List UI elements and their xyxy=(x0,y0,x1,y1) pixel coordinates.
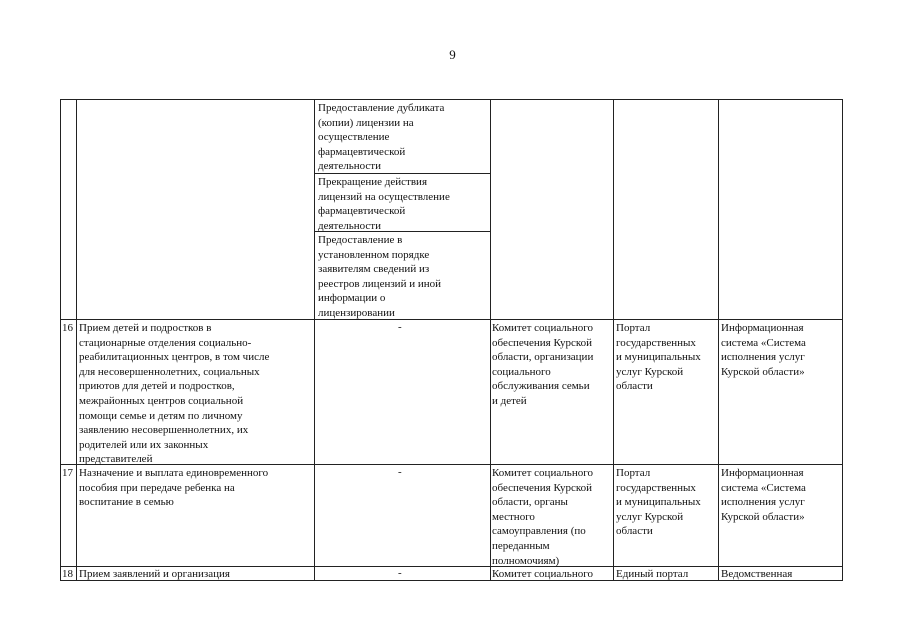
column-divider xyxy=(314,100,315,580)
services-table xyxy=(60,99,843,581)
column-divider xyxy=(76,100,77,580)
subservice-registry-info: Предоставление в установленном порядке заявителям сведений из реестров лицензий и иной информации о лицензировании xyxy=(318,234,442,319)
row-number: 18 xyxy=(62,568,73,580)
responsible-authority: Комитет социального xyxy=(492,568,593,580)
subservice-dash: - xyxy=(398,466,402,478)
page-number: 9 xyxy=(449,47,456,62)
service-name: Прием детей и подростков в стационарные отделения социально- реабилитационных центров, в том числе для несовершеннолетних, социальных приютов для детей и подростков, межрайонных центров социальной помощи семье и детям по личному заявлению несовершеннолетних, их родителей или их законных представителей xyxy=(79,322,270,466)
subservice-termination-license: Прекращение действия лицензий на осуществление фармацевтической деятельности xyxy=(318,176,450,232)
information-system: Ведомственная xyxy=(721,568,793,580)
service-portal: Портал государственных и муниципальных услуг Курской области xyxy=(616,467,701,538)
column-divider xyxy=(613,100,614,580)
row-number: 16 xyxy=(62,322,73,334)
subservice-dash: - xyxy=(398,567,402,579)
responsible-authority: Комитет социального обеспечения Курской области, органы местного самоуправления (по переданным полномочиям) xyxy=(492,467,593,567)
row-number: 17 xyxy=(62,467,73,479)
service-portal: Портал государственных и муниципальных услуг Курской области xyxy=(616,322,701,393)
service-name: Назначение и выплата единовременного пособия при передаче ребенка на воспитание в семью xyxy=(79,467,269,509)
subservice-dash: - xyxy=(398,321,402,333)
information-system: Информационная система «Система исполнения услуг Курской области» xyxy=(721,322,806,378)
column-divider xyxy=(490,100,491,580)
information-system: Информационная система «Система исполнения услуг Курской области» xyxy=(721,467,806,523)
service-portal: Единый портал xyxy=(616,568,689,580)
subservice-duplicate-license: Предоставление дубликата (копии) лицензии на осуществление фармацевтической деятельности xyxy=(318,102,445,173)
column-divider xyxy=(718,100,719,580)
responsible-authority: Комитет социального обеспечения Курской области, организации социального обслуживания семьи и детей xyxy=(492,322,594,407)
service-name: Прием заявлений и организация xyxy=(79,568,230,580)
